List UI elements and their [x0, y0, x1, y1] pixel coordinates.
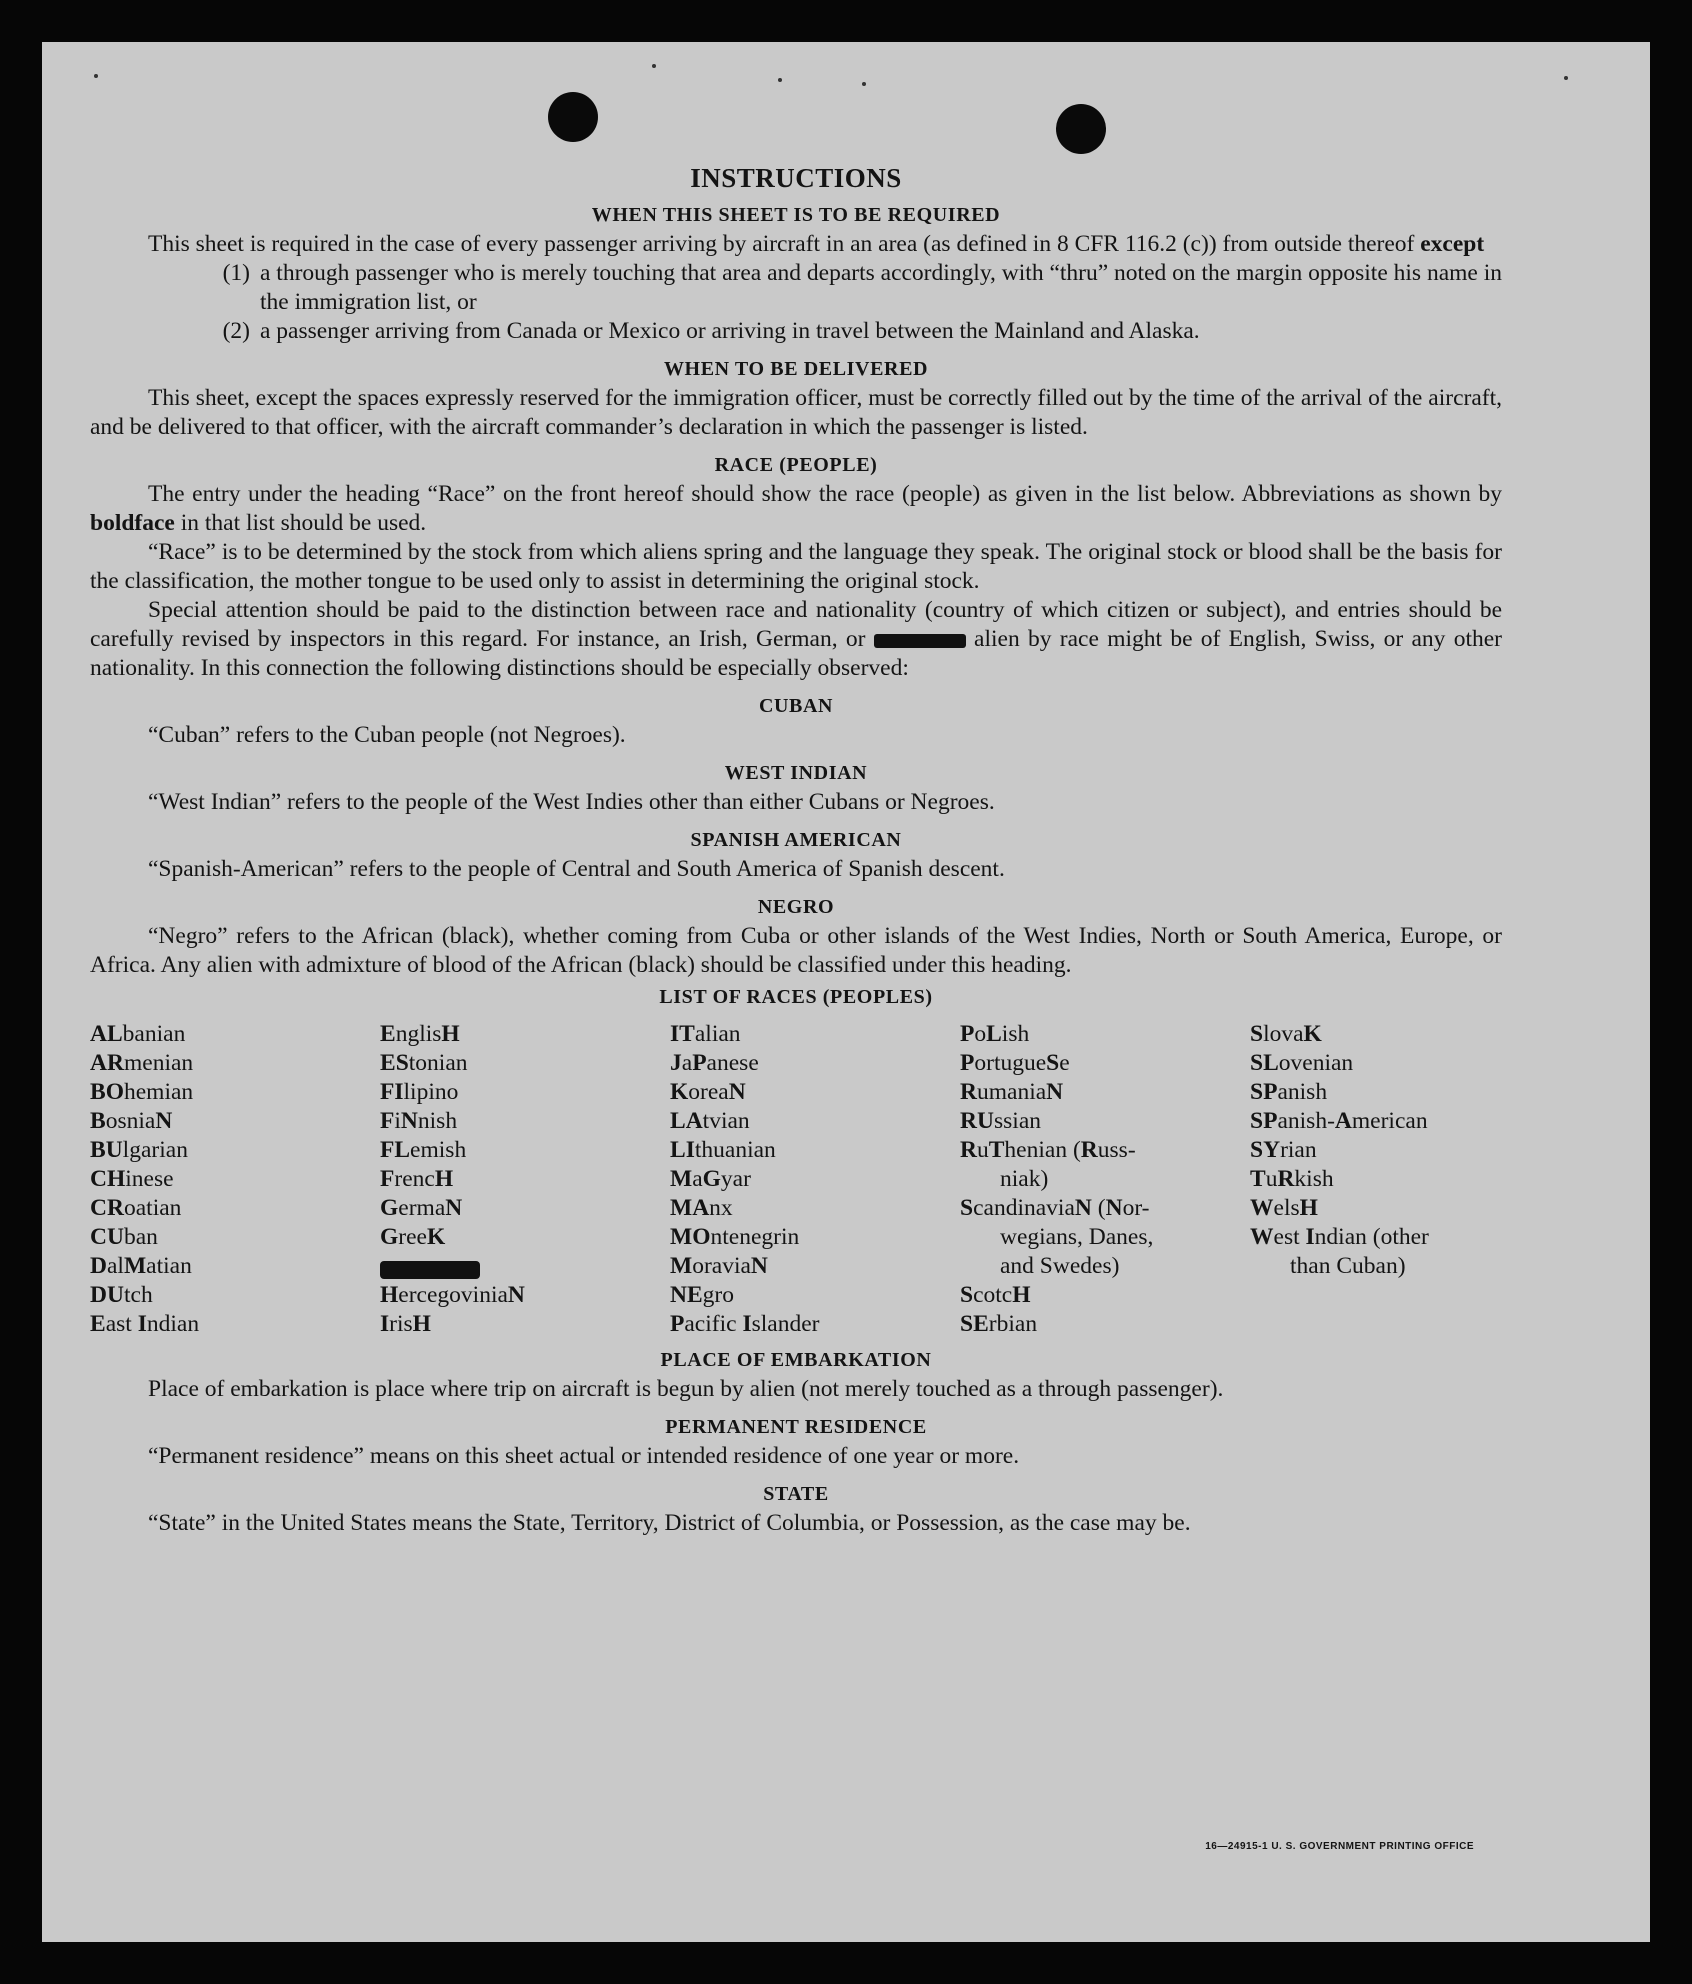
race-entry: KoreaN: [670, 1079, 746, 1105]
punch-hole: [1056, 104, 1106, 154]
race-entry: FLemish: [380, 1137, 467, 1163]
paragraph: Special attention should be paid to the distinction between race and nationality (country of which citizen or subject), and entries should be carefully revised by inspectors in this regard. For instance, an Irish, German, or alien by race might be of English, Swiss, or any other nationality. In this connection the following distinctions should be especially observed:: [90, 597, 1502, 681]
race-entry: LIthuanian: [670, 1137, 776, 1163]
race-entry: PortugueSe: [960, 1050, 1070, 1076]
race-entry: CHinese: [90, 1166, 174, 1192]
race-entry: BosniaN: [90, 1108, 173, 1134]
race-entry: CUban: [90, 1224, 158, 1250]
race-entry: MaGyar: [670, 1166, 751, 1192]
race-entry: FiNnish: [380, 1108, 458, 1134]
race-entry: than Cuban): [1290, 1253, 1406, 1279]
item-number: (2): [222, 318, 250, 344]
race-entry: West Indian (other: [1250, 1224, 1429, 1250]
race-entry: wegians, Danes,: [1000, 1224, 1154, 1250]
paragraph: This sheet, except the spaces expressly reserved for the immigration officer, must be correctly filled out by the time of the arrival of the aircraft, and be delivered to that officer, with the aircraft commander’s declaration in which the passenger is listed.: [90, 385, 1502, 440]
race-entry: LAtvian: [670, 1108, 750, 1134]
race-entry: ALbanian: [90, 1021, 186, 1047]
race-entry: GermaN: [380, 1195, 463, 1221]
race-entry: EnglisH: [380, 1021, 460, 1047]
paragraph: The entry under the heading “Race” on the front hereof should show the race (people) as given in the list below. Abbreviations as shown by boldface in that list should be used.: [90, 481, 1502, 536]
instructions-content: [90, 158, 1502, 1538]
race-entry: niak): [1000, 1166, 1049, 1192]
race-entry: SPanish: [1250, 1079, 1328, 1105]
section-heading: PLACE OF EMBARKATION: [660, 1349, 932, 1371]
race-entry: FIlipino: [380, 1079, 459, 1105]
race-list: [90, 1020, 1502, 1339]
page-title: INSTRUCTIONS: [690, 163, 902, 193]
section-heading: NEGRO: [757, 896, 835, 918]
section-heading: RACE (PEOPLE): [714, 454, 878, 476]
race-entry: MAnx: [670, 1195, 733, 1221]
speck: [1564, 76, 1568, 80]
race-entry: HercegoviniaN: [380, 1282, 525, 1308]
paragraph: “Negro” refers to the African (black), whether coming from Cuba or other islands of the West Indies, North or South America, Europe, or Africa. Any alien with admixture of blood of the African (black) should be classified under this heading.: [90, 923, 1502, 978]
speck: [94, 74, 98, 78]
race-entry: GreeK: [380, 1224, 446, 1250]
item-text: a through passenger who is merely touching that area and departs accordingly, with “thru” noted on the margin opposite his name in the immigration list, or: [260, 260, 1502, 315]
race-entry: NEgro: [670, 1282, 734, 1308]
paragraph: “Spanish-American” refers to the people of Central and South America of Spanish descent.: [148, 856, 1005, 882]
race-entry: CRoatian: [90, 1195, 182, 1221]
race-entry: [380, 1252, 670, 1281]
race-entry: BOhemian: [90, 1079, 194, 1105]
race-entry: EStonian: [380, 1050, 468, 1076]
redaction-mark: [874, 634, 966, 648]
item-text: a passenger arriving from Canada or Mexico or arriving in travel between the Mainland and Alaska.: [260, 318, 1200, 344]
punch-hole: [548, 92, 598, 142]
race-entry: SPanish-American: [1250, 1108, 1428, 1134]
paragraph: Place of embarkation is place where trip on aircraft is begun by alien (not merely touched as a through passenger).: [148, 1376, 1224, 1402]
race-entry: PoLish: [960, 1021, 1030, 1047]
section-heading: SPANISH AMERICAN: [690, 829, 902, 851]
redaction-mark: [380, 1261, 480, 1279]
speck: [778, 78, 782, 82]
race-column: [670, 1020, 960, 1339]
race-entry: RumaniaN: [960, 1079, 1064, 1105]
race-entry: RuThenian (Russ-: [960, 1137, 1136, 1163]
race-entry: SYrian: [1250, 1137, 1317, 1163]
race-entry: ScotcH: [960, 1282, 1031, 1308]
speck: [652, 64, 656, 68]
section-heading: PERMANENT RESIDENCE: [665, 1416, 927, 1438]
paragraph: “West Indian” refers to the people of the West Indies other than either Cubans or Negroes.: [148, 789, 995, 815]
race-entry: and Swedes): [1000, 1253, 1120, 1279]
race-entry: DUtch: [90, 1282, 153, 1308]
race-entry: WelsH: [1250, 1195, 1318, 1221]
race-entry: RUssian: [960, 1108, 1041, 1134]
paragraph: “State” in the United States means the State, Territory, District of Columbia, or Possession, as the case may be.: [148, 1510, 1191, 1536]
speck: [862, 82, 866, 86]
race-column: [90, 1020, 380, 1339]
list-item: [90, 259, 1502, 317]
race-entry: IrisH: [380, 1311, 431, 1337]
section-heading: WEST INDIAN: [724, 762, 868, 784]
race-entry: ScandinaviaN (Nor-: [960, 1195, 1150, 1221]
race-entry: SErbian: [960, 1311, 1038, 1337]
section-heading: STATE: [763, 1483, 829, 1505]
paragraph: “Race” is to be determined by the stock from which aliens spring and the language they speak. The original stock or blood shall be the basis for the classification, the mother tongue to be used only to assist in determining the original stock.: [90, 539, 1502, 594]
list-item: [90, 317, 1502, 346]
section-heading: WHEN THIS SHEET IS TO BE REQUIRED: [591, 204, 1001, 226]
race-entry: JaPanese: [670, 1050, 759, 1076]
paragraph: “Cuban” refers to the Cuban people (not Negroes).: [148, 722, 626, 748]
race-entry: DalMatian: [90, 1253, 192, 1279]
paragraph: This sheet is required in the case of every passenger arriving by aircraft in an area (as defined in 8 CFR 116.2 (c)) from outside thereof except: [148, 231, 1485, 257]
section-heading: LIST OF RACES (PEOPLES): [659, 986, 933, 1008]
paragraph: “Permanent residence” means on this sheet actual or intended residence of one year or more.: [148, 1443, 1020, 1469]
race-column: [1250, 1020, 1540, 1339]
race-column: [960, 1020, 1250, 1339]
race-entry: ARmenian: [90, 1050, 194, 1076]
race-column: [380, 1020, 670, 1339]
printing-office-code: 16—24915-1 U. S. GOVERNMENT PRINTING OFFICE: [1205, 1841, 1474, 1852]
race-entry: TuRkish: [1250, 1166, 1334, 1192]
section-heading: WHEN TO BE DELIVERED: [663, 358, 929, 380]
race-entry: ITalian: [670, 1021, 741, 1047]
document-sheet: [42, 42, 1650, 1942]
race-entry: SLovenian: [1250, 1050, 1354, 1076]
race-entry: MoraviaN: [670, 1253, 768, 1279]
race-entry: FrencH: [380, 1166, 454, 1192]
race-entry: SlovaK: [1250, 1021, 1322, 1047]
race-entry: East Indian: [90, 1311, 200, 1337]
item-number: (1): [222, 260, 250, 286]
section-heading: CUBAN: [758, 695, 834, 717]
race-entry: Pacific Islander: [670, 1311, 820, 1337]
race-entry: MOntenegrin: [670, 1224, 800, 1250]
race-entry: BUlgarian: [90, 1137, 188, 1163]
